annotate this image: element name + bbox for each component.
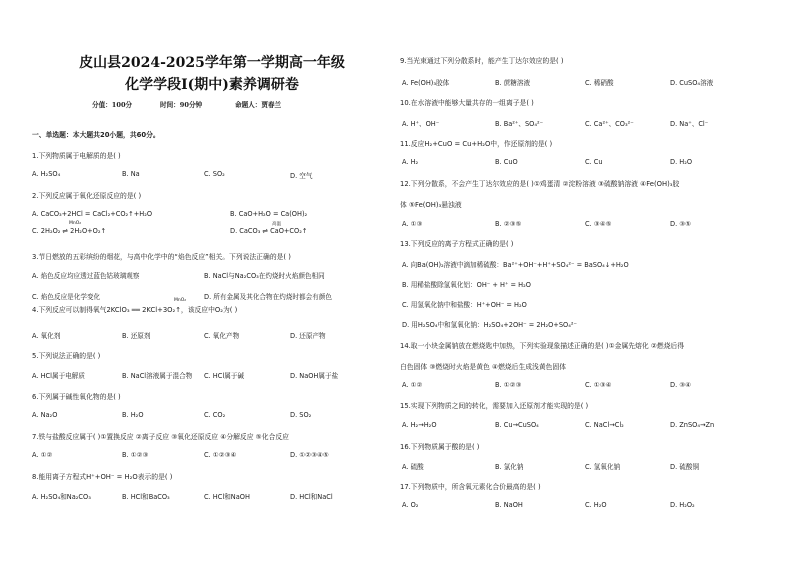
q4-option-b: B. 还原剂	[122, 332, 151, 340]
question-11: 11.反应H₂+CuO = Cu+H₂O中，作还原剂的是( )	[400, 140, 553, 148]
q12-option-d: D. ③⑤	[670, 220, 692, 228]
q4-option-a: A. 氧化剂	[32, 332, 61, 340]
question-9: 9.当光束通过下列分散系时，能产生丁达尔效应的是( )	[400, 57, 564, 65]
q14-option-d: D. ③④	[670, 381, 692, 389]
q15-option-a: A. H₂→H₂O	[402, 421, 437, 429]
q6-option-a: A. Na₂O	[32, 411, 58, 419]
q1-option-c: C. SO₂	[204, 170, 225, 178]
q2-c-condition: MnO₂	[69, 221, 82, 226]
q2-d-condition: 高温	[272, 222, 281, 227]
q17-option-b: B. NaOH	[495, 501, 523, 509]
q11-option-c: C. Cu	[585, 158, 603, 166]
q13-option-c: C. 用氢氧化钠中和盐酸：H⁺+OH⁻ = H₂O	[402, 301, 527, 309]
q14-option-b: B. ①②③	[495, 381, 522, 389]
score-info: 分值：100分	[92, 101, 133, 109]
question-2: 2.下列反应属于氧化还原反应的是( )	[32, 192, 142, 200]
q10-option-d: D. Na⁺、Cl⁻	[670, 120, 709, 128]
q9-option-c: C. 稀硝酸	[585, 79, 614, 87]
question-1: 1.下列物质属于电解质的是( )	[32, 152, 121, 160]
q1-option-a: A. H₂SO₄	[32, 170, 61, 178]
q7-option-b: B. ①②③	[122, 451, 149, 459]
q12-option-a: A. ①③	[402, 220, 423, 228]
q13-option-d: D. 用H₂SO₄中和氢氧化钠：H₂SO₄+2OH⁻ = 2H₂O+SO₄²⁻	[402, 321, 577, 329]
q5-option-c: C. HCl属于碱	[204, 372, 244, 380]
q2-option-a: A. CaCO₃+2HCl = CaCl₂+CO₂↑+H₂O	[32, 210, 153, 218]
q5-option-b: B. NaCl溶液属于混合物	[122, 372, 193, 380]
q17-option-d: D. H₂O₂	[670, 501, 695, 509]
q15-option-c: C. NaCl→Cl₂	[585, 421, 624, 429]
q7-option-d: D. ①②③④⑤	[290, 451, 329, 459]
question-6: 6.下列属于碱性氧化物的是( )	[32, 393, 121, 401]
question-15: 15.实现下列物质之间的转化，需要加入还原剂才能实现的是( )	[400, 402, 589, 410]
question-14: 14.取一小块金属钠放在燃烧匙中加热，下列实验现象描述正确的是( )①金属先熔化 ②燃烧后得	[400, 342, 685, 350]
right-column	[400, 0, 772, 562]
q12-option-c: C. ③④⑤	[585, 220, 612, 228]
q2-option-c: C. 2H₂O₂ ⇌ 2H₂O+O₂↑	[32, 227, 107, 235]
question-14-cont: 白色固体 ③燃烧时火焰是黄色 ④燃烧后生成浅黄色固体	[400, 363, 567, 371]
question-7: 7.铁与盐酸反应属于( )①置换反应 ②离子反应 ③氧化还原反应 ④分解反应 ⑤化合反应	[32, 433, 289, 441]
q11-option-b: B. CuO	[495, 158, 518, 166]
q4-option-d: D. 还原产物	[290, 332, 326, 340]
q3-option-d: D. 所有金属及其化合物在灼烧时都会有颜色	[204, 293, 332, 301]
q4-condition: MnO₂	[174, 298, 187, 303]
q8-option-a: A. H₂SO₄和Na₂CO₃	[32, 493, 91, 501]
exam-title-line1: 皮山县2024-2025学年第一学期高一年级	[79, 55, 345, 71]
exam-title-line2: 化学学段Ⅰ(期中)素养调研卷	[125, 77, 299, 93]
question-13: 13.下列反应的离子方程式正确的是( )	[400, 240, 514, 248]
q8-option-d: D. HCl和NaCl	[290, 493, 333, 501]
q3-option-a: A. 焰色反应均应透过蓝色钴玻璃观察	[32, 272, 140, 280]
q9-option-a: A. Fe(OH)₃胶体	[402, 79, 450, 87]
q12-option-b: B. ②③⑤	[495, 220, 522, 228]
q7-option-a: A. ①②	[32, 451, 53, 459]
q11-option-a: A. H₂	[402, 158, 419, 166]
question-10: 10.在水溶液中能够大量共存的一组离子是( )	[400, 99, 534, 107]
question-17: 17.下列物质中，所含氧元素化合价最高的是( )	[400, 483, 541, 491]
q14-option-c: C. ①③④	[585, 381, 612, 389]
question-3: 3.节日燃放的五彩缤纷的烟花，与高中化学中的“焰色反应”相关。下列说法正确的是( )	[32, 253, 291, 261]
q6-option-b: B. H₂O	[122, 411, 144, 419]
question-8: 8.能用离子方程式H⁺+OH⁻ = H₂O表示的是( )	[32, 473, 173, 481]
q10-option-b: B. Ba²⁺、SO₄²⁻	[495, 120, 544, 128]
q1-option-b: B. Na	[122, 170, 140, 178]
question-4: 4.下列反应可以制得氧气2KClO₃ ══ 2KCl+3O₂↑，该反应中O₂为( )	[32, 306, 238, 314]
q6-option-d: D. SO₂	[290, 411, 312, 419]
time-info: 时间：90分钟	[160, 101, 203, 109]
q5-option-d: D. NaOH属于盐	[290, 372, 339, 380]
q13-option-a: A. 向Ba(OH)₂溶液中滴加稀硫酸：Ba²⁺+OH⁻+H⁺+SO₄²⁻ = BaSO₄↓+H₂O	[402, 261, 629, 269]
question-12: 12.下列分散系，不会产生丁达尔效应的是( )①鸡蛋清 ②淀粉溶液 ③硫酸钠溶液 ④Fe(OH)₃胶	[400, 180, 680, 188]
q17-option-a: A. O₂	[402, 501, 419, 509]
q16-option-b: B. 氯化钠	[495, 463, 524, 471]
q10-option-a: A. H⁺、OH⁻	[402, 120, 440, 128]
q4-option-c: C. 氧化产物	[204, 332, 240, 340]
q9-option-d: D. CuSO₄溶液	[670, 79, 714, 87]
q16-option-d: D. 硫酸铜	[670, 463, 700, 471]
q7-option-c: C. ①②③④	[204, 451, 237, 459]
q15-option-d: D. ZnSO₄→Zn	[670, 421, 715, 429]
q8-option-b: B. HCl和BaCO₃	[122, 493, 170, 501]
q11-option-d: D. H₂O	[670, 158, 693, 166]
question-16: 16.下列物质属于酸的是( )	[400, 443, 480, 451]
q14-option-a: A. ①②	[402, 381, 423, 389]
q2-option-b: B. CaO+H₂O = Ca(OH)₂	[230, 210, 308, 218]
q1-option-d: D. 空气	[290, 172, 313, 180]
q15-option-b: B. Cu→CuSO₄	[495, 421, 539, 429]
q3-option-b: B. NaCl与Na₂CO₃在灼烧时火焰颜色相同	[204, 272, 325, 280]
q16-option-c: C. 氢氧化钠	[585, 463, 621, 471]
q17-option-c: C. H₂O	[585, 501, 607, 509]
author-info: 命题人：贾春兰	[235, 101, 282, 109]
q16-option-a: A. 硫酸	[402, 463, 424, 471]
q13-option-b: B. 用稀盐酸除氢氧化铝：OH⁻ + H⁺ = H₂O	[402, 281, 531, 289]
q5-option-a: A. HCl属于电解质	[32, 372, 85, 380]
q10-option-c: C. Ca²⁺、CO₃²⁻	[585, 120, 634, 128]
q2-option-d: D. CaCO₃ ⇌ CaO+CO₂↑	[230, 227, 308, 235]
q3-option-c: C. 焰色反应是化学变化	[32, 293, 101, 301]
question-12-cont: 体 ⑤Fe(OH)₃悬浊液	[400, 201, 462, 209]
question-5: 5.下列说法正确的是( )	[32, 352, 101, 360]
left-column	[32, 0, 392, 562]
q8-option-c: C. HCl和NaOH	[204, 493, 250, 501]
q6-option-c: C. CO₂	[204, 411, 226, 419]
q9-option-b: B. 蔗糖溶液	[495, 79, 531, 87]
section-heading: 一、单选题：本大题共20小题，共60分。	[32, 131, 160, 139]
